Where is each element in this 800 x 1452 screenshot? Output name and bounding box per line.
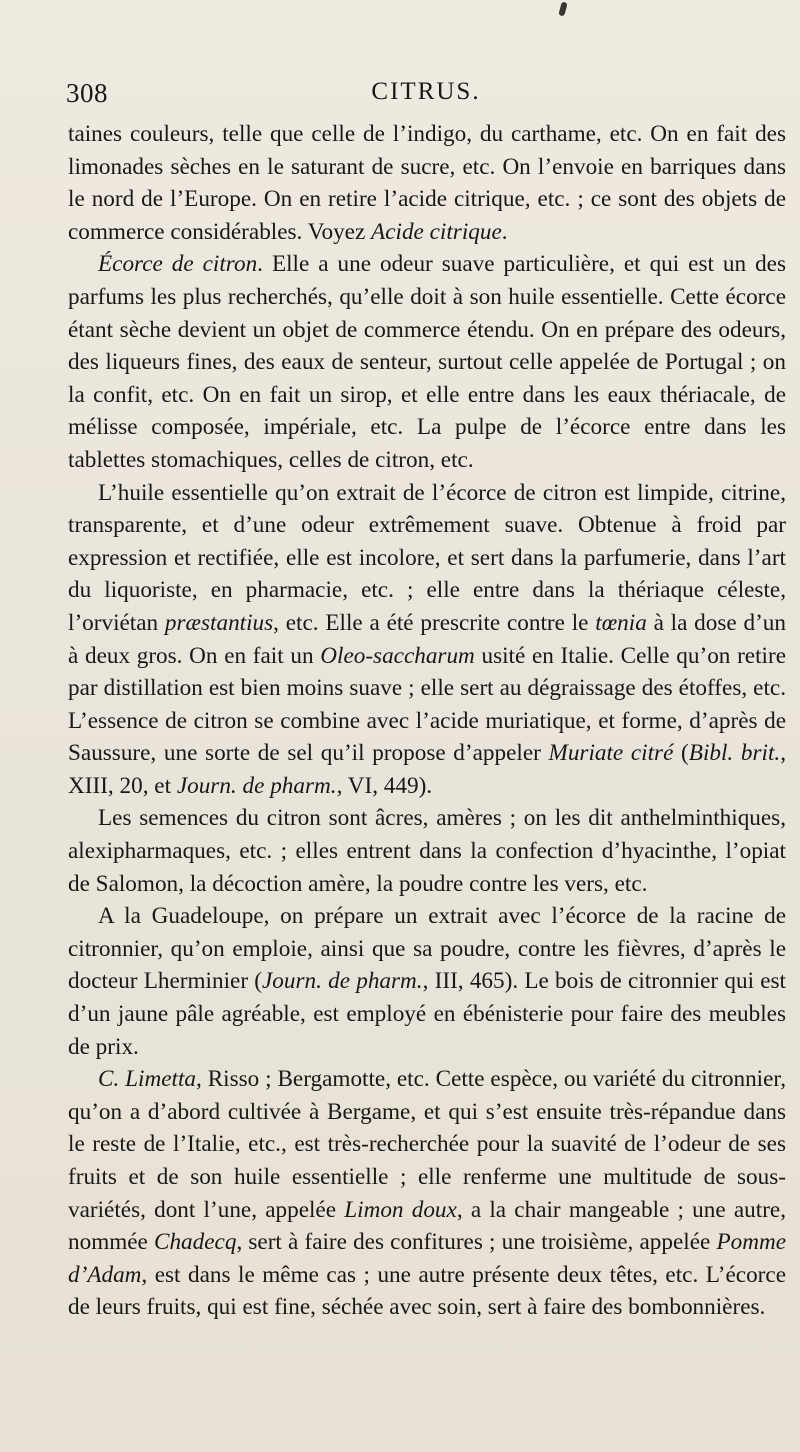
paragraph (68, 118, 786, 248)
paragraph (68, 900, 786, 1063)
text-run: . (501, 218, 508, 245)
italic-text: Oleo-saccharum (320, 642, 475, 669)
italic-text: Acide citrique (371, 218, 502, 245)
italic-text: Journ. de pharm. (176, 772, 337, 799)
italic-text: Pomme d’Adam (68, 1229, 786, 1288)
paragraph (68, 1063, 786, 1324)
page-number: 308 (66, 78, 108, 108)
running-title: CITRUS. (371, 78, 481, 105)
text-run: à la dose d’un à deux gros. On en fait un (68, 609, 786, 669)
paragraph (68, 802, 786, 900)
italic-text: tœnia (595, 609, 647, 636)
italic-text: C. Limetta (98, 1066, 197, 1093)
italic-text: Muriate citré (548, 740, 674, 767)
italic-text: Journ. de pharm. (262, 968, 423, 995)
text-run: , Risso ; Bergamotte, etc. Cette espèce, ou variété du citronnier, qu’on a d’abord cultivée à Bergame, et qui s’est ensuite très-répandue dans le reste de l’Italie, etc., est très-recherchée pour la suavité de l’odeur de ses fruits et de son huile essentielle ; elle renferme une multitude de sous-variétés, dont l’une, appelée (68, 1066, 786, 1223)
text-run: A la Guadeloupe, on prépare un extrait avec l’écorce de la racine de citronnier, qu’on emploie, ainsi que sa poudre, contre les fièvres, d’après le docteur Lherminier ( (68, 903, 786, 995)
text-run: ( (673, 740, 689, 767)
text-run: , XIII, 20, et (68, 740, 786, 799)
text-run: . Elle a une odeur suave particulière, et qui est un des parfums les plus recherchés, qu’elle doit à son huile essentielle. Cette écorce étant sèche devient un objet de commerce étendu. On en prépare des odeurs, des liqueurs fines, des eaux de senteur, surtout celle appelée de Portugal ; on la confit, etc. On en fait un sirop, et elle entre dans les eaux thériacale, de mélisse composée, impériale, etc. La pulpe de l’écorce entre dans les tablettes stomachiques, celles de citron, etc. (68, 251, 786, 473)
text-run: , VI, 449). (336, 772, 433, 799)
italic-text: Limon doux (344, 1196, 457, 1223)
text-run: , III, 465). Le bois de citronnier qui est d’un jaune pâle agréable, est employé en ébénisterie pour faire des meubles de prix. (68, 968, 786, 1060)
page-body (68, 118, 786, 1324)
text-run: , a la chair mangeable ; une autre, nommée (68, 1196, 787, 1256)
italic-text: Écorce de citron (98, 251, 258, 278)
text-run: , etc. Elle a été prescrite contre le (273, 609, 596, 636)
page-header (66, 78, 786, 118)
italic-text: Bibl. brit. (688, 740, 781, 767)
text-run: L’huile essentielle qu’on extrait de l’écorce de citron est limpide, citrine, transparente, et d’une odeur extrêmement suave. Obtenue à froid par expression et rectifiée, elle est incolore, et sert dans la parfumerie, dans l’art du liquoriste, en pharmacie, etc. ; elle entre dans la thériaque céleste, l’orviétan (68, 479, 786, 636)
text-run: , est dans le même cas ; une autre présente deux têtes, etc. L’écorce de leurs fruits, qui est fine, séchée avec soin, sert à faire des bombonnières. (68, 1261, 786, 1321)
text-run: taines couleurs, telle que celle de l’indigo, du carthame, etc. On en fait des limonades sèches en le saturant de sucre, etc. On l’envoie en barriques dans le nord de l’Europe. On en retire l’acide citrique, etc. ; ce sont des objets de commerce considérables. Voyez (68, 121, 786, 245)
text-run: , sert à faire des confitures ; une troisième, appelée (236, 1229, 717, 1256)
italic-text: præstantius (164, 609, 274, 636)
text-run: Les semences du citron sont âcres, amères ; on les dit anthelminthiques, alexipharmaques, etc. ; elles entrent dans la confection d’hyacinthe, l’opiat de Salomon, la décoction amère, la poudre contre les vers, etc. (68, 805, 786, 897)
italic-text: Chadecq (154, 1229, 237, 1256)
text-run: usité en Italie. Celle qu’on retire par distillation est bien moins suave ; elle sert au dégraissage des étoffes, etc. L’essence de citron se combine avec l’acide muriatique, et forme, d’après de Saussure, une sorte de sel qu’il propose d’appeler (68, 642, 786, 767)
paragraph (68, 248, 786, 476)
paragraph (68, 477, 786, 803)
ink-mark (558, 1, 567, 16)
